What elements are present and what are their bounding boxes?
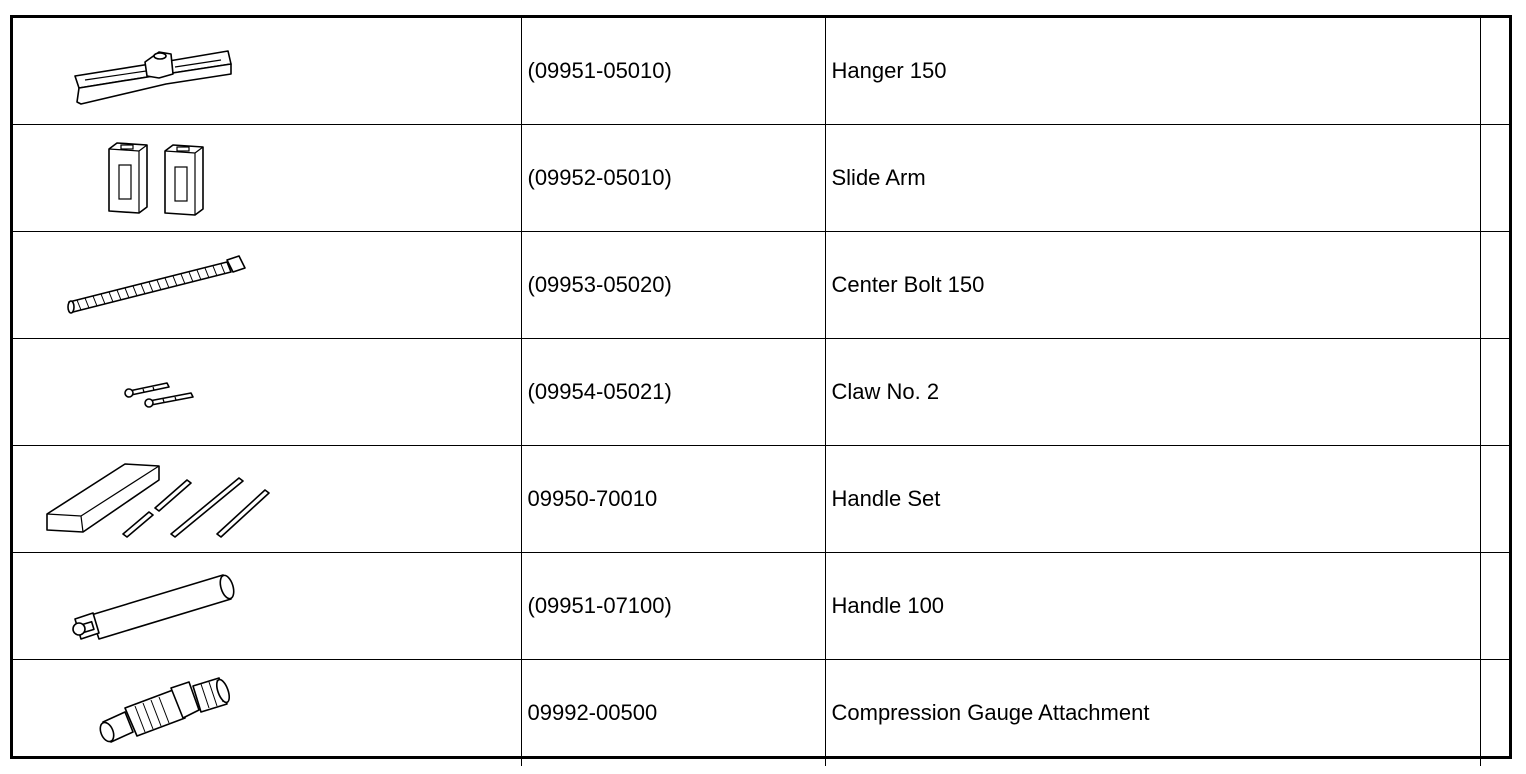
part-number: (09951-07100) bbox=[521, 553, 825, 660]
blank-cell bbox=[1480, 18, 1509, 125]
tool-name: Handle Set bbox=[825, 446, 1480, 553]
blank-cell bbox=[1480, 232, 1509, 339]
tool-name: Claw No. 2 bbox=[825, 339, 1480, 446]
tool-name: Hanger 150 bbox=[825, 18, 1480, 125]
table-row bbox=[13, 125, 1509, 232]
tool-name: Slide Arm bbox=[825, 125, 1480, 232]
claw-no2-illustration bbox=[13, 339, 521, 445]
handle-100-illustration bbox=[13, 553, 521, 659]
tool-image-cell bbox=[13, 660, 521, 767]
slide-arm-illustration bbox=[13, 125, 521, 231]
blank-cell bbox=[1480, 339, 1509, 446]
table-row bbox=[13, 660, 1509, 767]
part-number: 09992-00500 bbox=[521, 660, 825, 767]
table-row bbox=[13, 232, 1509, 339]
blank-cell bbox=[1480, 660, 1509, 767]
part-number: (09951-05010) bbox=[521, 18, 825, 125]
table-row bbox=[13, 446, 1509, 553]
compression-gauge-attachment-illustration bbox=[13, 660, 521, 766]
part-number: 09950-70010 bbox=[521, 446, 825, 553]
table-row bbox=[13, 339, 1509, 446]
tool-name: Center Bolt 150 bbox=[825, 232, 1480, 339]
table-row bbox=[13, 18, 1509, 125]
tool-image-cell bbox=[13, 553, 521, 660]
center-bolt-illustration bbox=[13, 232, 521, 338]
blank-cell bbox=[1480, 125, 1509, 232]
tool-image-cell bbox=[13, 232, 521, 339]
blank-cell bbox=[1480, 446, 1509, 553]
tool-name: Compression Gauge Attachment bbox=[825, 660, 1480, 767]
handle-set-illustration bbox=[13, 446, 521, 552]
tool-name: Handle 100 bbox=[825, 553, 1480, 660]
tool-image-cell bbox=[13, 125, 521, 232]
table-row bbox=[13, 553, 1509, 660]
part-number: (09952-05010) bbox=[521, 125, 825, 232]
hanger-150-illustration bbox=[13, 18, 521, 124]
blank-cell bbox=[1480, 553, 1509, 660]
tool-image-cell bbox=[13, 446, 521, 553]
part-number: (09953-05020) bbox=[521, 232, 825, 339]
tool-image-cell bbox=[13, 339, 521, 446]
tool-image-cell bbox=[13, 18, 521, 125]
tool-table bbox=[13, 18, 1509, 766]
tool-list-sheet bbox=[10, 15, 1512, 759]
part-number: (09954-05021) bbox=[521, 339, 825, 446]
